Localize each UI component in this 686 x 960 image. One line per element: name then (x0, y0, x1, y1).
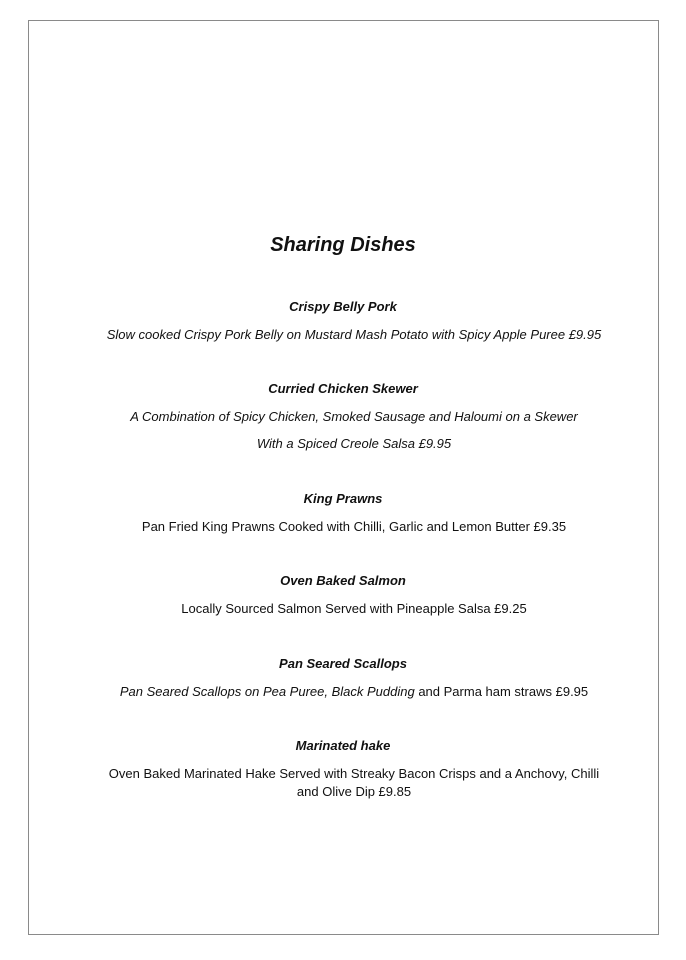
dish-name-pan-seared-scallops: Pan Seared Scallops (279, 656, 407, 671)
dish-description-plain-part: and Parma ham straws £9.95 (414, 684, 589, 699)
dish-description-crispy-belly-pork: Slow cooked Crispy Pork Belly on Mustard Mash Potato with Spicy Apple Puree £9.95 (106, 327, 602, 342)
dish-description-pan-seared-scallops (60, 683, 648, 701)
dish-description-marinated-hake: Oven Baked Marinated Hake Served with Streaky Bacon Crisps and a Anchovy, Chilli and Olive Dip £9.85 (108, 766, 600, 799)
dish-description-curried-chicken-skewer-line-2: With a Spiced Creole Salsa £9.95 (256, 436, 452, 451)
dish-name-oven-baked-salmon: Oven Baked Salmon (280, 573, 406, 588)
menu-title: Sharing Dishes (270, 234, 416, 256)
dish-description-oven-baked-salmon: Locally Sourced Salmon Served with Pineapple Salsa £9.25 (181, 601, 527, 616)
dish-name-curried-chicken-skewer: Curried Chicken Skewer (268, 381, 418, 396)
dish-description-curried-chicken-skewer-line-1: A Combination of Spicy Chicken, Smoked Sausage and Haloumi on a Skewer (130, 409, 578, 424)
dish-description-italic-part: Pan Seared Scallops on Pea Puree, Black Pudding (119, 684, 415, 699)
dish-name-marinated-hake: Marinated hake (295, 738, 391, 753)
dish-description-king-prawns: Pan Fried King Prawns Cooked with Chilli, Garlic and Lemon Butter £9.35 (141, 519, 567, 534)
dish-name-crispy-belly-pork: Crispy Belly Pork (289, 299, 397, 314)
dish-name-king-prawns: King Prawns (303, 491, 383, 506)
